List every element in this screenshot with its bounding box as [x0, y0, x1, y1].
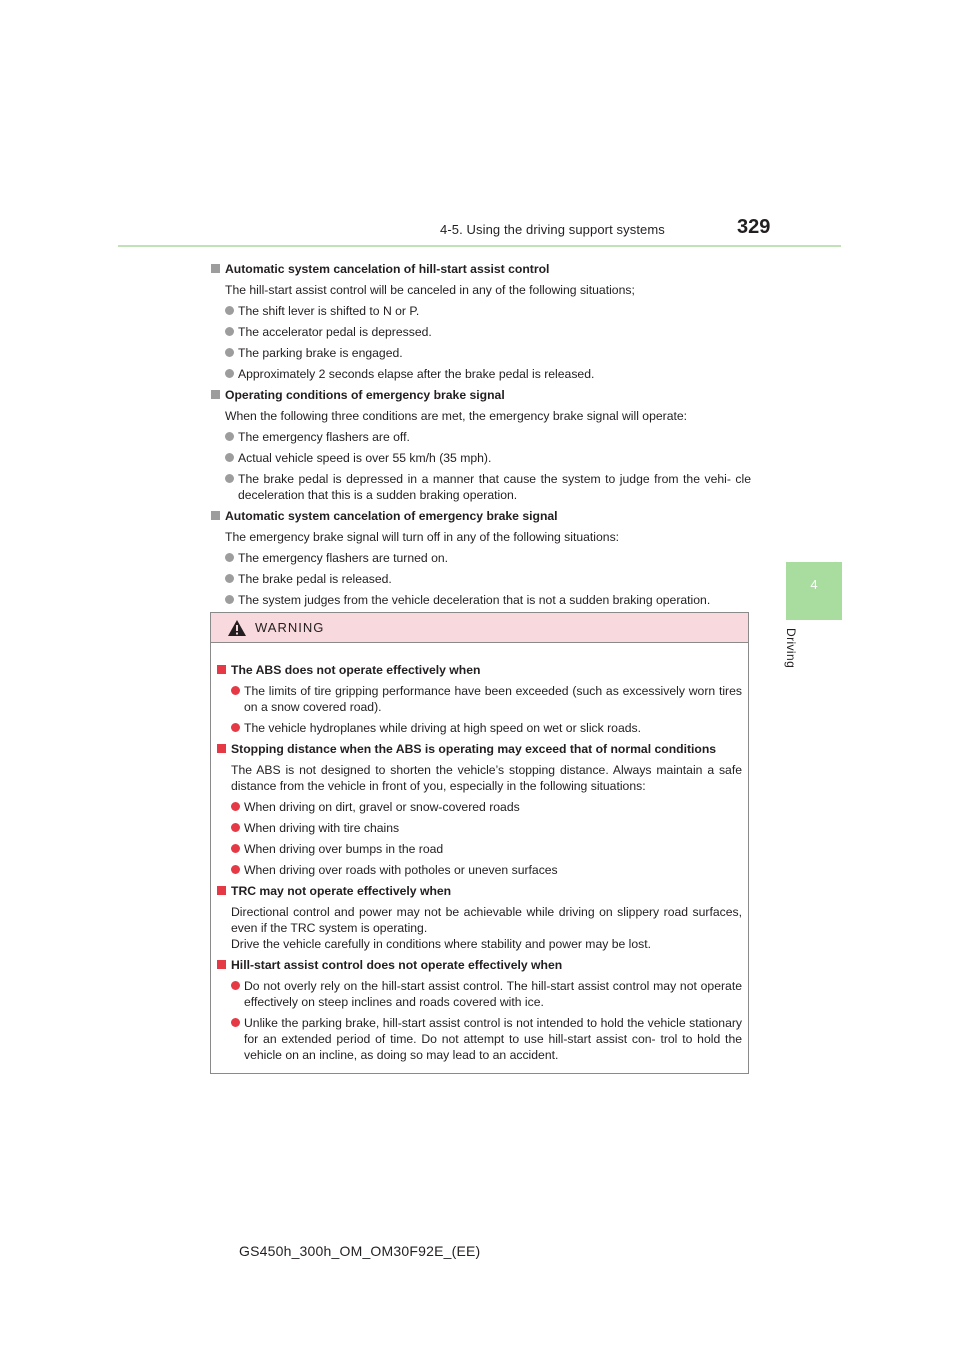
warning-header [211, 613, 748, 643]
warning-heading: Stopping distance when the ABS is operating may exceed that of normal conditions [217, 741, 742, 757]
warning-heading: The ABS does not operate effectively when [217, 662, 742, 678]
warning-heading: Hill-start assist control does not operate effectively when [217, 957, 742, 973]
list-item: The brake pedal is released. [211, 571, 751, 587]
square-bullet-icon [211, 511, 220, 520]
circle-bullet-icon [231, 823, 240, 832]
list-item: The accelerator pedal is depressed. [211, 324, 751, 340]
circle-bullet-icon [231, 844, 240, 853]
circle-bullet-icon [231, 981, 240, 990]
list-item: The shift lever is shifted to N or P. [211, 303, 751, 319]
circle-bullet-icon [225, 453, 234, 462]
warning-heading: TRC may not operate effectively when [217, 883, 742, 899]
circle-bullet-icon [231, 686, 240, 695]
block-heading: Automatic system cancelation of hill-start assist control [211, 261, 751, 277]
list-item: Unlike the parking brake, hill-start assist control is not intended to hold the vehicle stationary for an extended period of time. Do not attempt to use hill-start assist con- trol to hold the vehicle on an incline, as doing so may lead to an accident. [217, 1015, 742, 1063]
list-item: The system judges from the vehicle deceleration that is not a sudden braking operation. [211, 592, 751, 608]
chapter-label: Driving [784, 628, 798, 669]
block-intro: When the following three conditions are met, the emergency brake signal will operate: [225, 409, 688, 423]
circle-bullet-icon [225, 369, 234, 378]
list-item: The vehicle hydroplanes while driving at high speed on wet or slick roads. [217, 720, 742, 736]
circle-bullet-icon [225, 348, 234, 357]
square-bullet-icon [211, 264, 220, 273]
circle-bullet-icon [225, 474, 234, 483]
block-intro: The emergency brake signal will turn off in any of the following situations: [225, 530, 620, 544]
list-item: When driving with tire chains [217, 820, 742, 836]
circle-bullet-icon [225, 327, 234, 336]
warning-box [210, 612, 749, 1074]
square-bullet-icon [217, 665, 226, 674]
square-bullet-icon [217, 744, 226, 753]
page-number: 329 [737, 216, 771, 238]
list-item: Actual vehicle speed is over 55 km/h (35 mph). [211, 450, 751, 466]
block-heading: Automatic system cancelation of emergency brake signal [211, 508, 751, 524]
list-item: The limits of tire gripping performance have been exceeded (such as excessively worn tires on a snow covered road). [217, 683, 742, 715]
warning-intro: The ABS is not designed to shorten the vehicle’s stopping distance. Always maintain a safe distance from the vehicle in front of you, especially in the following situations: [231, 763, 742, 793]
circle-bullet-icon [225, 432, 234, 441]
square-bullet-icon [217, 886, 226, 895]
main-content [211, 256, 751, 608]
list-item: The brake pedal is depressed in a manner that cause the system to judge from the vehi- cle deceleration that this is a sudden braking operation. [211, 471, 751, 503]
circle-bullet-icon [231, 865, 240, 874]
list-item: When driving on dirt, gravel or snow-covered roads [217, 799, 742, 815]
square-bullet-icon [217, 960, 226, 969]
list-item: When driving over bumps in the road [217, 841, 742, 857]
circle-bullet-icon [225, 553, 234, 562]
square-bullet-icon [211, 390, 220, 399]
list-item: Do not overly rely on the hill-start assist control. The hill-start assist control may not operate effectively on steep inclines and roads covered with ice. [217, 978, 742, 1010]
warning-triangle-icon [227, 619, 247, 637]
list-item: The emergency flashers are off. [211, 429, 751, 445]
warning-body [211, 643, 748, 1063]
list-item: When driving over roads with potholes or uneven surfaces [217, 862, 742, 878]
circle-bullet-icon [225, 595, 234, 604]
circle-bullet-icon [231, 802, 240, 811]
warning-intro: Drive the vehicle carefully in conditions where stability and power may be lost. [231, 937, 651, 951]
list-item: The parking brake is engaged. [211, 345, 751, 361]
block-intro: The hill-start assist control will be canceled in any of the following situations; [225, 283, 635, 297]
warning-title: WARNING [255, 620, 325, 635]
header-rule [118, 245, 841, 247]
block-heading: Operating conditions of emergency brake signal [211, 387, 751, 403]
circle-bullet-icon [231, 1018, 240, 1027]
circle-bullet-icon [225, 306, 234, 315]
warning-intro: Directional control and power may not be achievable while driving on slippery road surfaces, even if the TRC system is operating. [231, 905, 742, 935]
section-title: 4-5. Using the driving support systems [440, 222, 665, 237]
list-item: Approximately 2 seconds elapse after the brake pedal is released. [211, 366, 751, 382]
circle-bullet-icon [231, 723, 240, 732]
document-code: GS450h_300h_OM_OM30F92E_(EE) [239, 1243, 481, 1259]
circle-bullet-icon [225, 574, 234, 583]
chapter-number: 4 [810, 577, 818, 592]
list-item: The emergency flashers are turned on. [211, 550, 751, 566]
